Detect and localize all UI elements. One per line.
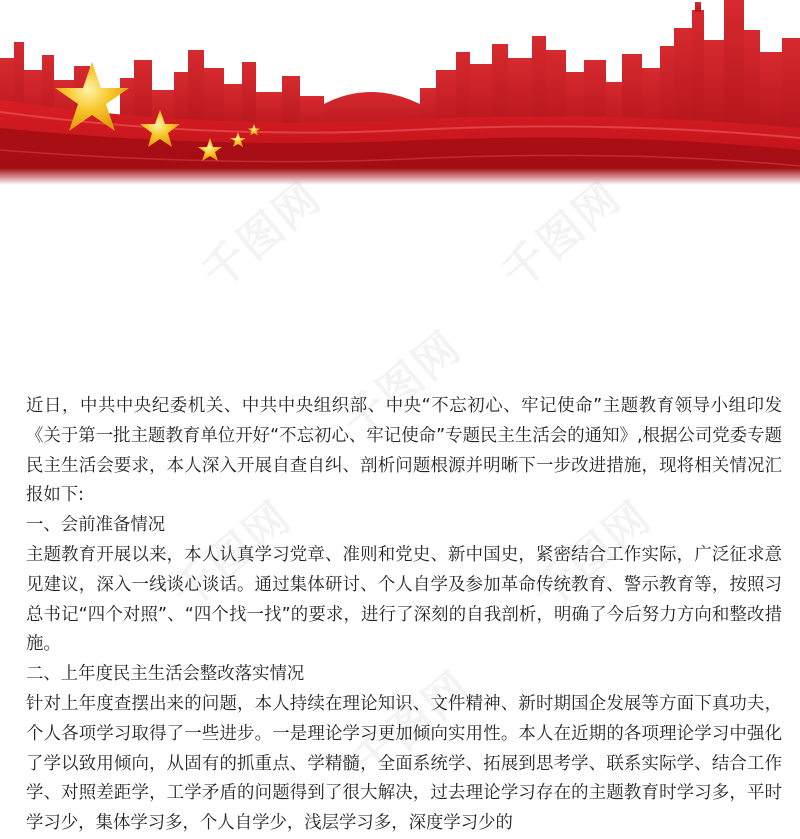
intro-paragraph: 近日，中共中央纪委机关、中共中央组织部、中央“不忘初心、牢记使命”主题教育领导小组印发《关于第一批主题教育单位开好“不忘初心、牢记使命”专题民主生活会的通知》,根据公司党委专题民主生活会要求，本人深入开展自查自纠、剖析问题根源并明晰下一步改进措施，现将相关情况汇报如下: (26, 396, 782, 506)
document-body (26, 392, 782, 839)
watermark: 千图网 (342, 661, 482, 790)
watermark: 千图网 (162, 491, 302, 620)
section-heading: 一、会前准备情况 (26, 515, 166, 536)
body-paragraph: 主题教育开展以来，本人认真学习党章、准则和党史、新中国史，紧密结合工作实际，广泛征求意见建议，深入一线谈心谈话。通过集体研讨、个人自学及参加革命传统教育、警示教育等，按照习总书记“四个对照”、“四个找一找”的要求，进行了深刻的自我剖析，明确了今后努力方向和整改措施。 (26, 544, 782, 655)
body-paragraph: 针对上年度查摆出来的问题，本人持续在理论知识、文件精神、新时期国企发展等方面下真功夫，个人各项学习取得了一些进步。一是理论学习更加倾向实用性。本人在近期的各项理论学习中强化了学以致用倾向，从固有的抓重点、学精髓，全面系统学、拓展到思考学、联系实际学、结合工作学、对照差距学，工学矛盾的问题得到了很大解决，过去理论学习存在的主题教育时学习多，平时学习少，集体学习多，个人自学少，浅层学习多，深度学习少的 (26, 693, 782, 834)
watermark: 千图网 (192, 171, 332, 300)
watermark: 千图网 (492, 171, 632, 300)
watermark: 千图网 (332, 321, 472, 450)
banner-graphic (0, 0, 800, 185)
watermark: 千图网 (522, 491, 662, 620)
section-heading: 二、上年度民主生活会整改落实情况 (26, 664, 305, 685)
header-banner (0, 0, 800, 185)
